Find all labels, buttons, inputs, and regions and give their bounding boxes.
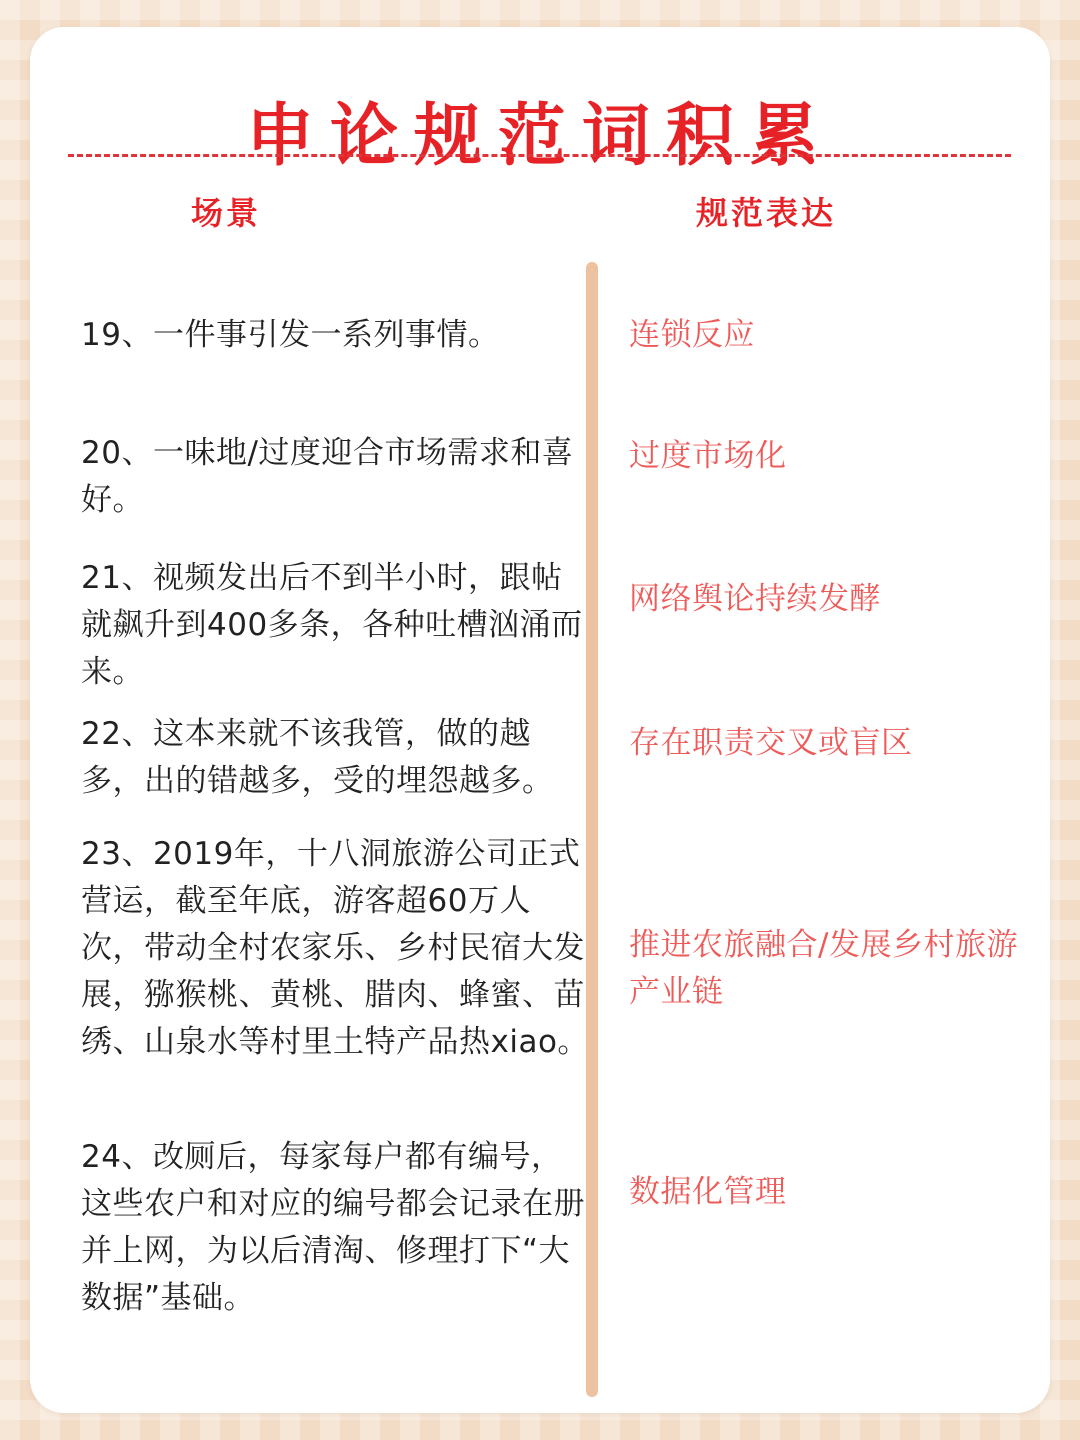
expression-text-20: 过度市场化 (629, 438, 787, 474)
scene-text-22: 22、这本来就不该我管，做的越多，出的错越多，受的埋怨越多。 (81, 716, 554, 799)
scene-text-23: 23、2019年，十八洞旅游公司正式营运，截至年底，游客超60万人次，带动全村农家乐、乡村民宿大发展，猕猴桃、黄桃、腊肉、蜂蜜、苗绣、山泉水等村里土特产品热xiao。 (81, 836, 589, 1060)
column-header-expression: 规范表达 (696, 194, 837, 232)
expression-text-22: 存在职责交叉或盲区 (629, 725, 913, 761)
scene-text-20: 20、一味地/过度迎合市场需求和喜好。 (81, 435, 574, 518)
expression-text-23: 推进农旅融合/发展乡村旅游产业链 (629, 927, 1018, 1010)
expression-text-21: 网络舆论持续发酵 (629, 581, 881, 617)
content-card (30, 27, 1050, 1413)
page-title: 申论规范词积累 (245, 97, 834, 176)
scene-text-19: 19、一件事引发一系列事情。 (81, 317, 500, 353)
scene-text-21: 21、视频发出后不到半小时，跟帖就飙升到400多条，各种吐槽汹涌而来。 (81, 560, 583, 690)
expression-text-19: 连锁反应 (629, 317, 755, 353)
title-dashed-divider (68, 154, 1011, 157)
expression-text-24: 数据化管理 (629, 1174, 787, 1210)
scene-text-24: 24、改厕后，每家每户都有编号，这些农户和对应的编号都会记录在册并上网，为以后清淘、修理打下“大数据”基础。 (81, 1139, 585, 1316)
column-header-scene: 场景 (191, 194, 262, 232)
